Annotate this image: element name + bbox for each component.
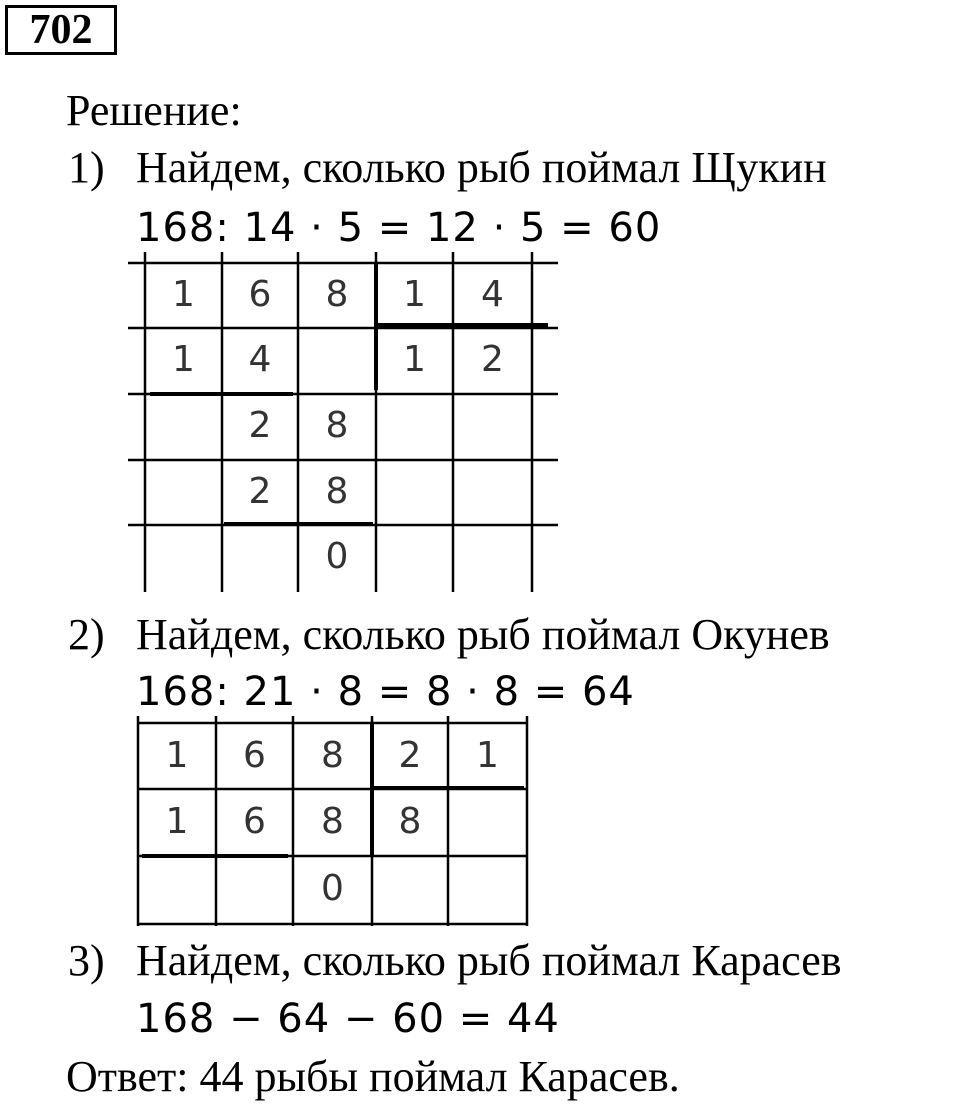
division-digit: 8	[398, 801, 422, 842]
step-3-text: Найдем, сколько рыб поймал Карасев	[136, 936, 842, 985]
problem-number: 702	[5, 5, 117, 55]
division-digit	[453, 525, 532, 589]
division-digit: 1	[165, 735, 189, 776]
step-3-equation: 168 − 64 − 60 = 44	[136, 996, 560, 1042]
division-digit: 6	[248, 274, 272, 315]
division-digit: 0	[321, 868, 344, 909]
division-digit: 2	[481, 339, 504, 380]
step-2-text: Найдем, сколько рыб поймал Окунев	[136, 610, 830, 659]
division-digit: 6	[243, 801, 266, 842]
division-digit	[145, 525, 222, 589]
division-digit: 8	[321, 801, 344, 842]
division-digit: 1	[403, 274, 426, 315]
division-digit	[376, 394, 453, 458]
step-1-number: 1)	[68, 143, 105, 192]
division-digit: 1	[403, 339, 426, 380]
division-digit	[298, 328, 376, 392]
division-digit: 8	[325, 274, 349, 315]
division-digit: 2	[248, 405, 272, 446]
division-digit	[216, 856, 293, 922]
division-digit	[145, 460, 222, 524]
division-digit: 8	[321, 735, 344, 776]
step-3-number: 3)	[68, 936, 105, 985]
step-1-text: Найдем, сколько рыб поймал Щукин	[136, 143, 827, 192]
division-digit	[448, 856, 527, 922]
division-digit	[222, 525, 298, 589]
division-digit	[372, 856, 448, 922]
division-digit	[448, 789, 527, 855]
division-digit: 2	[248, 471, 272, 512]
answer: Ответ: 44 рыбы поймал Карасев.	[66, 1052, 680, 1101]
step-2-equation: 168: 21 · 8 = 8 · 8 = 64	[136, 669, 635, 715]
division-digit: 2	[398, 735, 422, 776]
division-digit: 4	[248, 339, 272, 380]
division-digit	[145, 394, 222, 458]
division-digit: 4	[481, 274, 504, 315]
division-digit: 8	[325, 405, 349, 446]
division-digit	[453, 394, 532, 458]
division-digit: 1	[476, 735, 499, 776]
solution-label: Решение:	[66, 86, 242, 135]
step-2-number: 2)	[68, 610, 105, 659]
division-digit: 1	[165, 801, 189, 842]
step-1-equation: 168: 14 · 5 = 12 · 5 = 60	[136, 205, 662, 251]
division-digit	[376, 525, 453, 589]
division-digit: 0	[325, 536, 349, 577]
division-digit: 6	[243, 735, 266, 776]
division-digit	[138, 856, 216, 922]
division-digit: 1	[172, 339, 195, 380]
division-digit	[376, 460, 453, 524]
division-digit	[453, 460, 532, 524]
division-digit: 1	[172, 274, 195, 315]
division-digit: 8	[325, 471, 349, 512]
